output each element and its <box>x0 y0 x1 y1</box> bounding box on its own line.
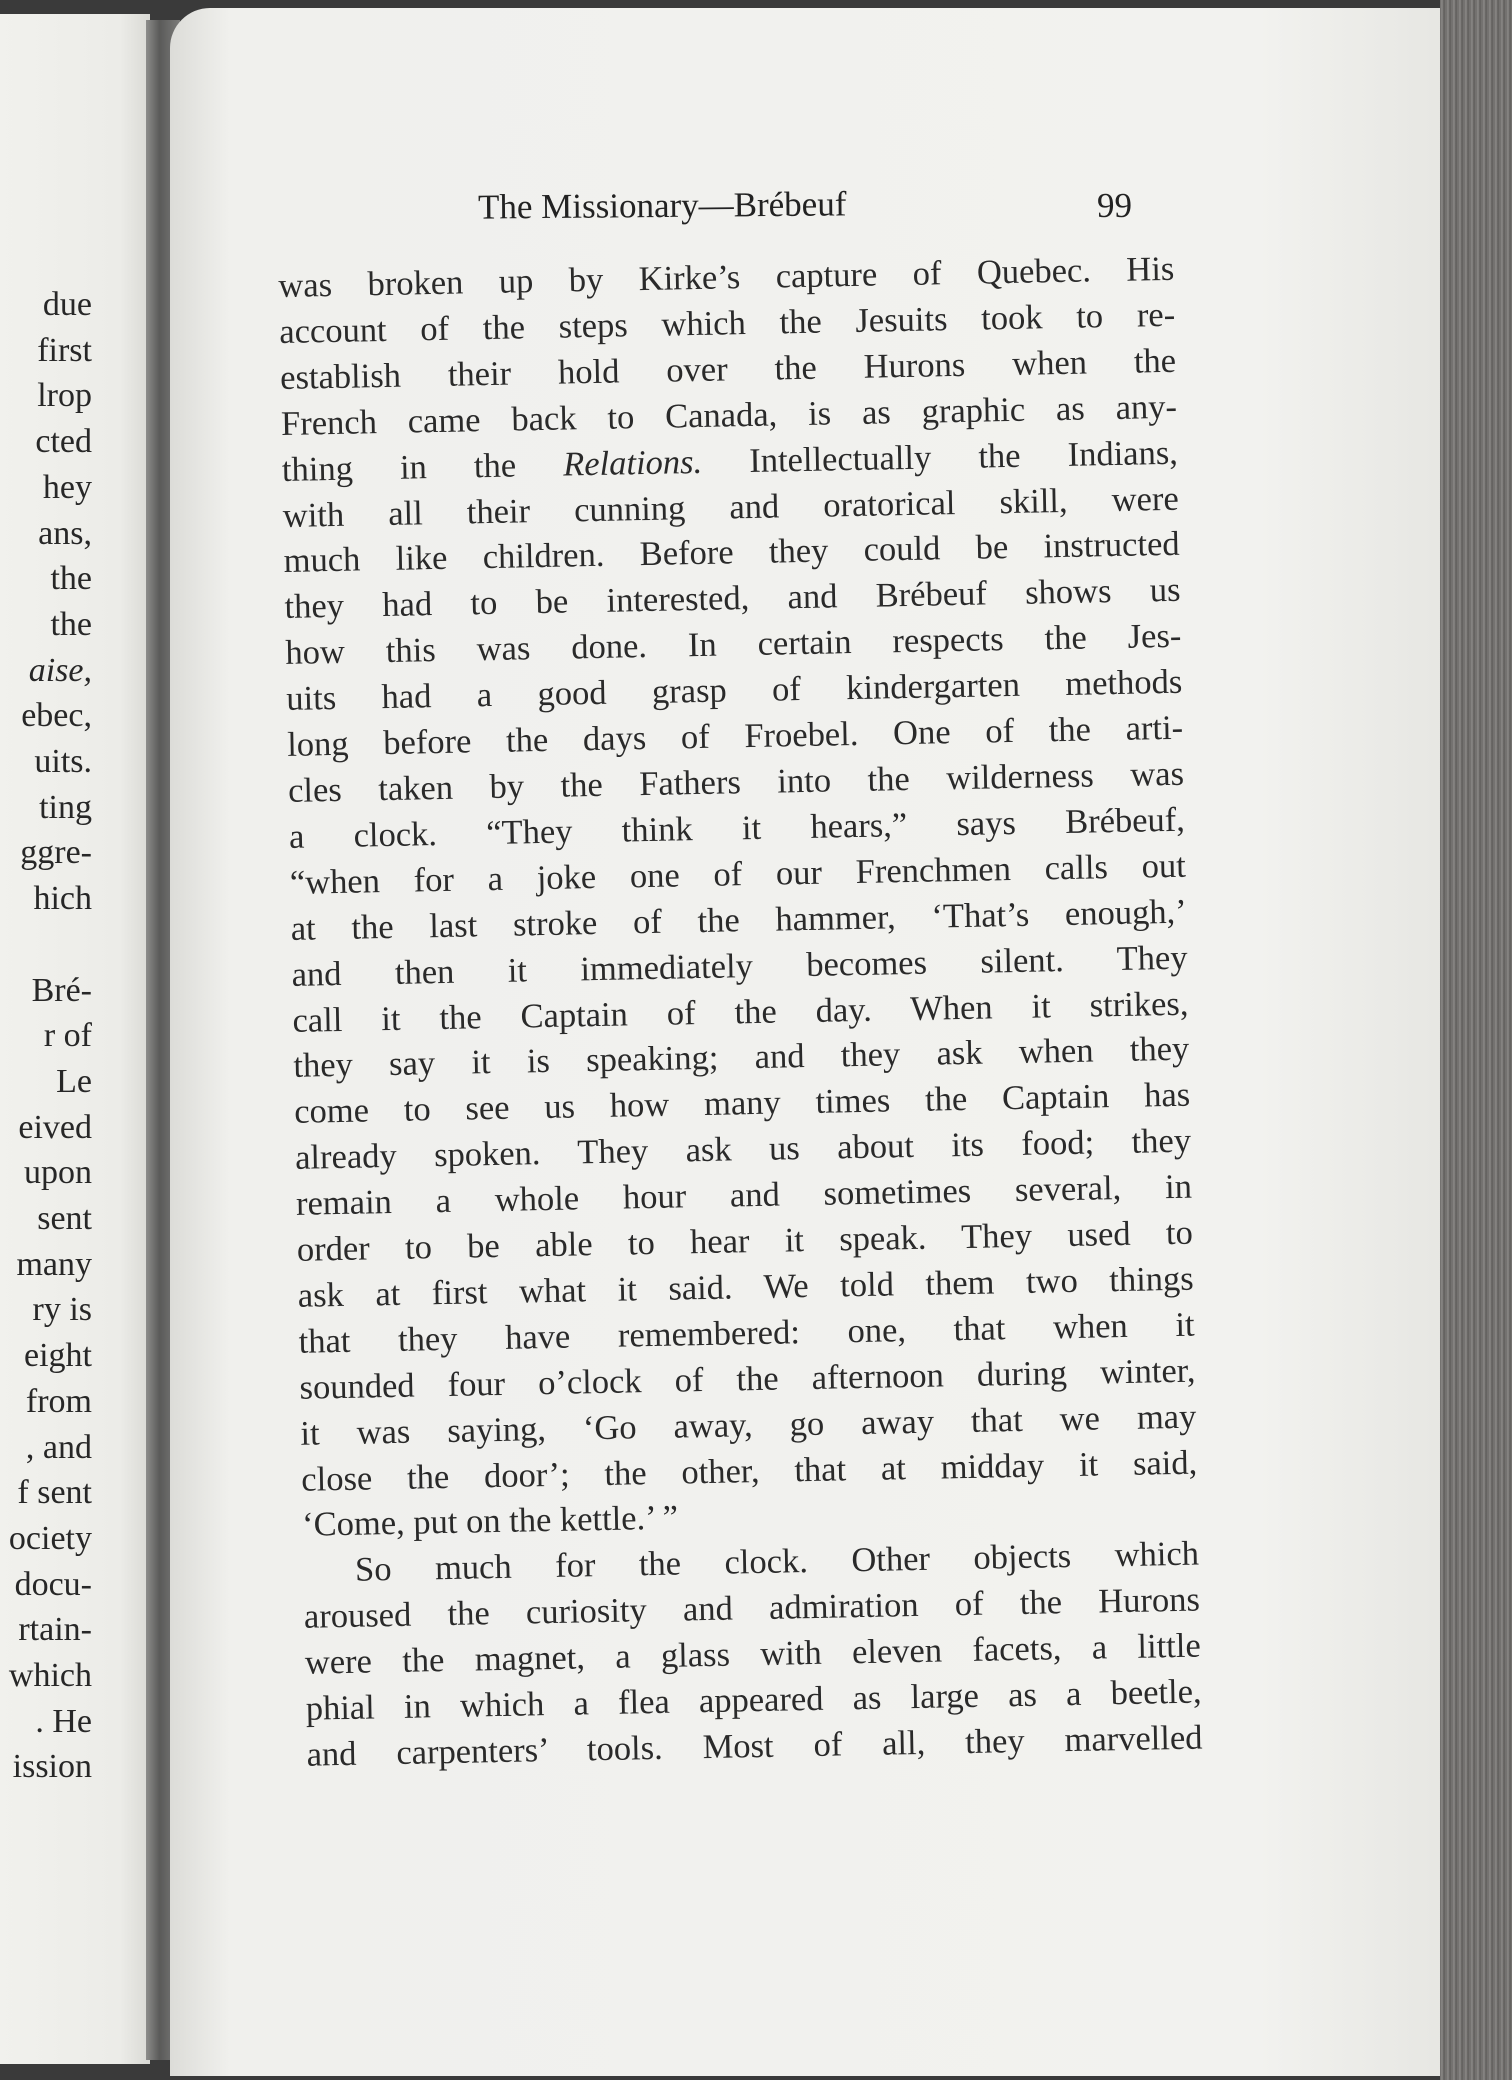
text-line: with all their cunning and oratorical skill, were <box>282 479 1180 535</box>
text-line: close the door’; the other, that at midday it said, <box>300 1443 1198 1499</box>
text-line: come to see us how many times the Captain has <box>293 1075 1191 1132</box>
text-line: phial in which a flea appeared as large as a beetle, <box>305 1672 1202 1728</box>
text-line: already spoken. They ask us about its food; they <box>294 1121 1192 1178</box>
left-line: first <box>37 331 92 369</box>
text-line: account of the steps which the Jesuits took to re- <box>278 295 1176 351</box>
left-line: the <box>50 560 92 598</box>
left-line: which <box>8 1657 92 1695</box>
left-line: upon <box>24 1154 92 1192</box>
left-line: ebec, <box>21 697 92 735</box>
text-line: and then it immediately becomes silent. They <box>291 938 1188 994</box>
running-title: The Missionary—Brébeuf <box>477 184 847 227</box>
paragraph-gap <box>9 922 92 968</box>
text-line: remain a whole hour and sometimes several, in <box>295 1167 1193 1223</box>
text-line: call it the Captain of the day. When it strikes, <box>292 984 1189 1040</box>
left-line: lrop <box>37 377 92 415</box>
left-line: r of <box>43 1017 92 1055</box>
text-line: ask at first what it said. We told them two things <box>297 1259 1195 1315</box>
text-line: much like children. Before they could be instructed <box>283 525 1180 581</box>
left-line: ggre- <box>20 834 92 872</box>
left-line: ission <box>12 1748 92 1786</box>
left-line: due <box>42 286 92 323</box>
left-line: hich <box>33 880 92 918</box>
left-line: f sent <box>17 1474 92 1512</box>
text-line: a clock. “They think it hears,” says Brébeuf, <box>288 800 1186 856</box>
left-line: sent <box>37 1200 92 1238</box>
text-line: long before the days of Froebel. One of the arti- <box>286 708 1184 764</box>
text-line: that they have remembered: one, that when it <box>298 1305 1195 1361</box>
page-number: 99 <box>1097 186 1132 225</box>
left-line: docu- <box>14 1565 92 1603</box>
text-line-rest: Intellectually the Indians, <box>748 433 1179 480</box>
left-line: aise, <box>28 651 92 689</box>
left-page-text-fragments <box>9 282 92 1790</box>
left-line: from <box>25 1382 92 1420</box>
body-text <box>278 247 1203 1779</box>
left-line: uits. <box>34 743 92 781</box>
text-line: “when for a joke one of our Frenchmen calls out <box>289 846 1187 902</box>
left-line: , and <box>25 1428 92 1466</box>
left-line: Bré- <box>31 971 92 1009</box>
text-line: they had to be interested, and Brébeuf shows us <box>284 571 1181 627</box>
text-line: was broken up by Kirke’s capture of Quebec. His <box>278 249 1175 305</box>
text-line: So much for the clock. Other objects which <box>354 1534 1200 1590</box>
text-line: and carpenters’ tools. Most of all, they marvelled <box>306 1718 1203 1774</box>
text-line: cles taken by the Fathers into the wilderness was <box>287 754 1185 810</box>
italic-title: Relations. <box>562 442 703 484</box>
left-line: eived <box>18 1108 92 1146</box>
left-line: eight <box>24 1337 92 1375</box>
left-page <box>0 14 150 2064</box>
text-line-prefix: thing in the <box>281 446 517 489</box>
page-edges <box>1440 0 1512 2080</box>
text-line: sounded four o’clock of the afternoon during winter, <box>299 1351 1196 1407</box>
text-line: order to be able to hear it speak. They used to <box>296 1213 1194 1269</box>
left-line: ting <box>39 788 92 826</box>
left-line: ociety <box>8 1519 92 1557</box>
text-line: uits had a good grasp of kindergarten methods <box>285 662 1183 719</box>
left-line: Le <box>56 1062 92 1100</box>
left-line: many <box>16 1245 92 1283</box>
text-line: French came back to Canada, is as graphic as any- <box>280 387 1178 443</box>
text-line: at the last stroke of the hammer, ‘That’s enough,’ <box>290 892 1187 948</box>
text-line: establish their hold over the Hurons when the <box>279 341 1177 397</box>
text-line: ‘Come, put on the kettle.’ ” <box>301 1499 679 1545</box>
left-line: the <box>50 605 92 643</box>
left-line: rtain- <box>18 1611 92 1649</box>
text-line: were the magnet, a glass with eleven facets, a little <box>304 1626 1202 1682</box>
left-line: . He <box>35 1702 92 1740</box>
left-line: ry is <box>32 1291 92 1329</box>
text-line: it was saying, ‘Go away, go away that we may <box>300 1397 1197 1453</box>
text-line: they say it is speaking; and they ask when they <box>293 1030 1190 1086</box>
text-line: aroused the curiosity and admiration of the Hurons <box>303 1580 1201 1637</box>
text-line: how this was done. In certain respects the Jes- <box>285 616 1182 673</box>
left-line: hey <box>42 468 92 506</box>
left-line: cted <box>35 423 92 461</box>
left-line: ans, <box>38 514 92 552</box>
